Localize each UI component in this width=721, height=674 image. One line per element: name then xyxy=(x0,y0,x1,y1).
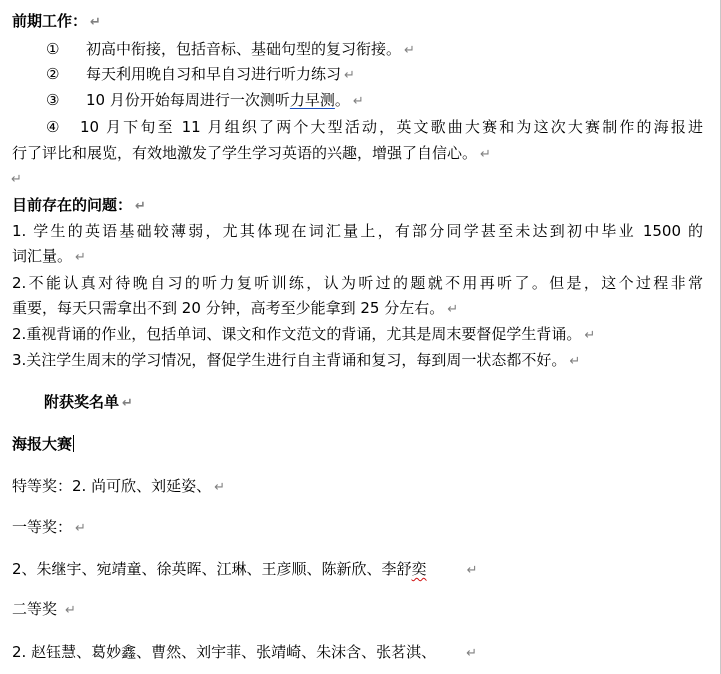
paragraph-mark: ↵ xyxy=(11,172,22,187)
first-prize-names xyxy=(12,557,477,581)
paragraph-mark: ↵ xyxy=(466,563,478,578)
problem-4 xyxy=(12,348,580,372)
problems-heading xyxy=(12,193,146,217)
problem-text: 3.关注学生周末的学习情况，督促学生进行自主背诵和复习，每到周一状态都不好。 xyxy=(12,351,567,369)
paragraph-mark: ↵ xyxy=(569,354,581,369)
problem-text: 2.重视背诵的作业，包括单词、课文和作文范文的背诵，尤其是周末要督促学生背诵。 xyxy=(12,325,582,343)
prelim-item-2 xyxy=(46,62,355,86)
item-marker: ② xyxy=(46,65,60,83)
item-text: 初高中衔接，包括音标、基础句型的复习衔接。 xyxy=(86,40,402,58)
second-prize-label xyxy=(12,597,76,621)
prelim-item-4-line1 xyxy=(46,115,703,139)
item-text: 行了评比和展览，有效地激发了学生学习英语的兴趣，增强了自信心。 xyxy=(12,144,478,162)
contest-title-text: 海报大赛 xyxy=(12,435,73,453)
problem-2-line2 xyxy=(12,296,458,320)
paragraph-mark: ↵ xyxy=(75,521,86,536)
second-prize-names xyxy=(12,640,477,664)
contest-title xyxy=(12,432,74,456)
paragraph-mark: ↵ xyxy=(135,199,146,214)
problem-2-line1 xyxy=(12,271,703,295)
underlined-text: 力早测 xyxy=(289,91,335,109)
paragraph-mark: ↵ xyxy=(214,480,225,495)
paragraph-mark: ↵ xyxy=(122,396,133,411)
prelim-item-3 xyxy=(46,88,364,112)
item-marker: ③ xyxy=(46,91,60,109)
spellcheck-underlined-text: 奕 xyxy=(411,560,427,578)
special-prize xyxy=(12,474,225,498)
paragraph-mark: ↵ xyxy=(480,147,491,162)
preliminary-heading xyxy=(12,9,101,33)
heading-text: 前期工作： xyxy=(12,12,88,30)
paragraph-mark: ↵ xyxy=(584,328,596,343)
item-text: 10 月份开始每周进行一次测听 xyxy=(86,91,290,109)
first-prize-label xyxy=(12,515,86,539)
problem-text: 重要，每天只需拿出不到 20 分钟，高考至少能拿到 25 分左右。 xyxy=(12,299,445,317)
prize-label: 一等奖： xyxy=(12,518,73,536)
awards-title-text: 附获奖名单 xyxy=(44,393,120,411)
prelim-item-4-line2 xyxy=(12,141,491,165)
awards-title xyxy=(44,390,133,414)
problem-text: 2.不能认真对待晚自习的听力复听训练，认为听过的题就不用再听了。但是，这个过程非常 xyxy=(12,274,703,292)
empty-paragraph xyxy=(8,166,22,190)
prize-names: 2. 赵钰慧、葛妙鑫、曹然、刘宇菲、张靖崎、朱沫含、张茗淇、 xyxy=(12,643,437,661)
problem-1-line2 xyxy=(12,244,86,268)
prize-text: 特等奖：2. 尚可欣、刘延姿、 xyxy=(12,477,212,495)
paragraph-mark: ↵ xyxy=(344,68,355,83)
prelim-item-1 xyxy=(46,37,415,61)
paragraph-mark: ↵ xyxy=(65,603,76,618)
problem-3 xyxy=(12,322,595,346)
item-marker: ④ xyxy=(46,118,60,136)
paragraph-mark: ↵ xyxy=(352,94,364,109)
paragraph-mark: ↵ xyxy=(447,302,459,317)
paragraph-mark: ↵ xyxy=(75,250,86,265)
paragraph-mark: ↵ xyxy=(466,646,477,661)
item-text: 每天利用晚自习和早自习进行听力练习 xyxy=(86,65,342,83)
paragraph-mark: ↵ xyxy=(404,43,415,58)
item-text: 10 月下旬至 11 月组织了两个大型活动，英文歌曲大赛和为这次大赛制作的海报进 xyxy=(80,118,703,136)
prize-label: 二等奖 xyxy=(12,600,58,618)
paragraph-mark: ↵ xyxy=(90,15,101,30)
heading-text: 目前存在的问题： xyxy=(12,196,133,214)
text-cursor xyxy=(73,435,74,452)
problem-text: 词汇量。 xyxy=(12,247,73,265)
item-marker: ① xyxy=(46,40,60,58)
item-text-end: 。 xyxy=(334,91,350,109)
prize-names: 2、朱继宇、宛靖童、徐英晖、江琳、王彦顺、陈新欣、李舒 xyxy=(12,560,412,578)
problem-1-line1 xyxy=(12,219,703,243)
problem-text: 1. 学生的英语基础较薄弱，尤其体现在词汇量上，有部分同学甚至未达到初中毕业 1500 的 xyxy=(12,222,703,240)
